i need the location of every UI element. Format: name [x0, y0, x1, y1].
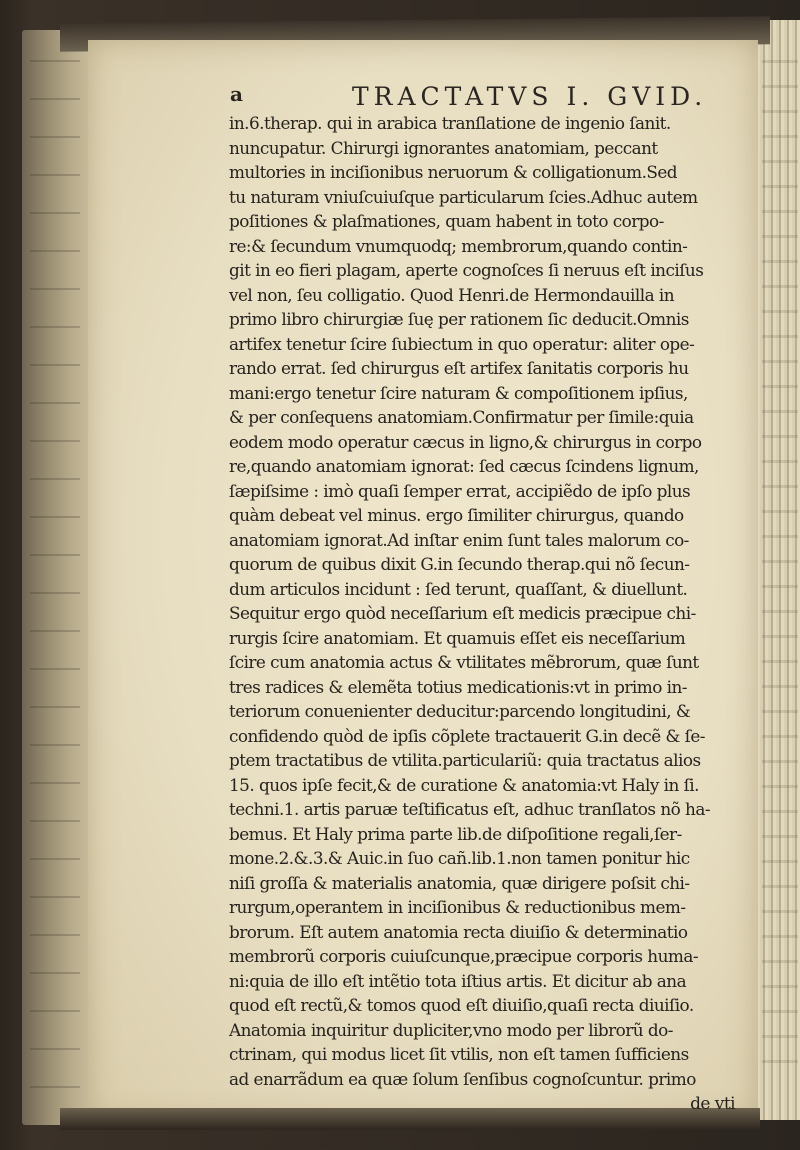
text-line: quàm debeat vel minus. ergo ſimiliter chirurgus, quando — [229, 506, 684, 526]
text-line: re,quando anatomiam ignorat: ſed cæcus ſcindens lignum, — [229, 457, 699, 477]
text-line: rurgis ſcire anatomiam. Et quamuis eſſet eis neceſſarium — [229, 628, 686, 649]
text-line: brorum. Eſt autem anatomia recta diuiſio & determinatio — [229, 922, 688, 943]
text-line: mone.2.&.3.& Auic.in ſuo cañ.lib.1.non tamen ponitur hic — [229, 849, 690, 869]
text-line: membrorũ corporis cuiuſcunque,præcipue corporis huma- — [229, 947, 699, 967]
text-line: 15. quos ipſe fecit,& de curatione & anatomia:vt Haly in ſi. — [229, 775, 699, 796]
text-line: confidendo quòd de ipſis cõplete tractauerit G.in decẽ & ſe- — [229, 726, 705, 747]
text-line: tres radices & elemẽta totius medicationis:vt in primo in- — [229, 677, 687, 698]
text-line: niſi groſſa & materialis anatomia, quæ dirigere poſsit chi- — [229, 873, 690, 894]
text-line: multories in inciſionibus neruorum & colligationum.Sed — [229, 163, 678, 183]
text-line: techni.1. artis paruæ teſtificatus eſt, adhuc tranſlatos nõ ha- — [229, 800, 710, 820]
text-line: Sequitur ergo quòd neceſſarium eſt medicis præcipue chi- — [229, 604, 696, 624]
folio-mark: a — [230, 82, 243, 106]
left-page-bleed-lines — [30, 60, 80, 1100]
text-line: rando errat. ſed chirurgus eſt artifex ſanitatis corporis hu — [229, 359, 689, 379]
text-line: vel non, ſeu colligatio. Quod Henri.de Hermondauilla in — [229, 285, 675, 306]
text-line: nuncupatur. Chirurgi ignorantes anatomiam, peccant — [229, 138, 658, 159]
text-line: ſcire cum anatomia actus & vtilitates mẽbrorum, quæ ſunt — [229, 653, 699, 673]
text-line: teriorum conuenienter deducitur:parcendo longitudini, & — [229, 702, 691, 722]
running-title: TRACTATVS I. GVID. — [352, 82, 708, 111]
text-line: ſæpiſsime : imò quaſi ſemper errat, accipiẽdo de ipſo plus — [229, 481, 691, 502]
text-line: rurgum,operantem in inciſionibus & reductionibus mem- — [229, 898, 686, 918]
text-line: re:& ſecundum vnumquodq; membrorum,quando contin- — [229, 236, 688, 257]
catchword: de vti — [690, 1094, 735, 1114]
body-text — [229, 112, 769, 1117]
text-line: ad enarrãdum ea quæ ſolum ſenſibus cognoſcuntur. primo — [229, 1069, 696, 1090]
text-line: quod eſt rectũ,& tomos quod eſt diuiſio,quaſi recta diuiſio. — [229, 996, 694, 1016]
text-line: poſitiones & plaſmationes, quam habent in toto corpo- — [229, 212, 664, 232]
text-line: artifex tenetur ſcire ſubiectum in quo operatur: aliter ope- — [229, 334, 695, 355]
text-line: ptem tractatibus de vtilita.particulariũ: quia tractatus alios — [229, 751, 701, 771]
text-line: quorum de quibus dixit G.in ſecundo therap.qui nõ ſecun- — [229, 555, 690, 575]
text-line: mani:ergo tenetur ſcire naturam & compoſitionem ipſius, — [229, 383, 688, 404]
text-line: dum articulos incidunt : ſed terunt, quaſſant, & diuellunt. — [229, 579, 688, 600]
text-line: anatomiam ignorat.Ad inſtar enim ſunt tales malorum co- — [229, 530, 689, 551]
text-line: ctrinam, qui modus licet ſit vtilis, non eſt tamen ſufficiens — [229, 1045, 689, 1065]
text-line: Anatomia inquiritur dupliciter,vno modo per librorũ do- — [229, 1020, 673, 1041]
text-line: ni:quia de illo eſt intẽtio tota iſtius artis. Et dicitur ab ana — [229, 971, 687, 992]
text-line: bemus. Et Haly prima parte lib.de diſpoſitione regali,ſer- — [229, 824, 682, 845]
text-line: & per conſequens anatomiam.Confirmatur per ſimile:quia — [229, 408, 694, 428]
text-line: tu naturam vniuſcuiuſque particularum ſcies.Adhuc autem — [229, 187, 698, 208]
text-line: eodem modo operatur cæcus in ligno,& chirurgus in corpo — [229, 432, 702, 453]
text-line: git in eo fieri plagam, aperte cognoſces ſi neruus eſt inciſus — [229, 261, 704, 281]
text-line: primo libro chirurgiæ ſuę per rationem ſic deducit.Omnis — [229, 310, 689, 330]
text-line: in.6.therap. qui in arabica tranſlatione de ingenio ſanit. — [229, 114, 671, 134]
page-header — [120, 82, 720, 116]
